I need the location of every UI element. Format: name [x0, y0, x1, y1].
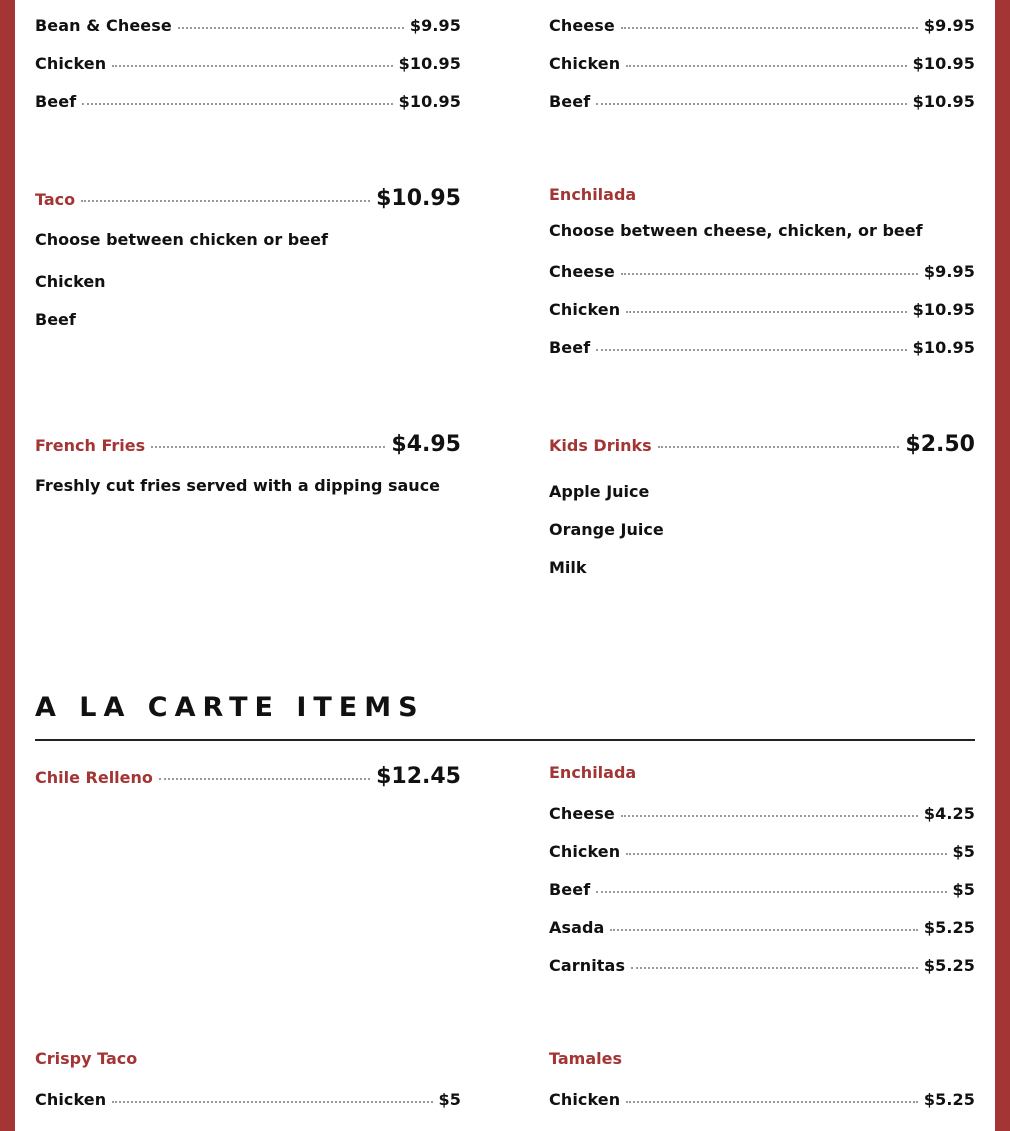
section-header	[549, 1049, 975, 1068]
item-price: $5	[952, 880, 975, 899]
item-price: $9.95	[923, 262, 975, 281]
dot-leader	[159, 778, 370, 780]
section-price: $12.45	[376, 764, 461, 789]
section-title-kids-drinks: Kids Drinks	[549, 436, 652, 455]
item-price: $4.25	[923, 804, 975, 823]
option-item: Apple Juice	[549, 482, 650, 501]
dot-leader	[626, 311, 906, 313]
section-title-french-fries: French Fries	[35, 436, 146, 455]
item-name: Asada	[549, 918, 605, 937]
section-header	[549, 185, 975, 204]
section-header	[549, 432, 975, 457]
item-name: Chicken	[549, 1090, 621, 1109]
item-price: $5.25	[923, 1090, 975, 1109]
item-price: $10.95	[912, 54, 975, 73]
dot-leader	[626, 1101, 918, 1103]
option-item: Milk	[549, 558, 587, 577]
section-header	[35, 186, 461, 211]
item-price: $5	[952, 842, 975, 861]
section-header	[35, 432, 461, 457]
menu-item-row	[35, 16, 461, 40]
item-name: Beef	[549, 338, 591, 357]
item-name: Chicken	[35, 1090, 107, 1109]
item-name: Cheese	[549, 16, 615, 35]
menu-item-row	[549, 262, 975, 286]
option-item: Orange Juice	[549, 520, 664, 539]
item-name: Cheese	[549, 262, 615, 281]
dot-leader	[621, 27, 918, 29]
item-price: $5.25	[923, 956, 975, 975]
dot-leader	[626, 853, 946, 855]
item-name: Cheese	[549, 804, 615, 823]
menu-page	[15, 0, 995, 1131]
item-name: Chicken	[549, 842, 621, 861]
dot-leader	[596, 103, 906, 105]
item-name: Chicken	[549, 54, 621, 73]
section-header	[35, 1049, 461, 1068]
menu-item-row	[549, 804, 975, 828]
menu-item-row	[549, 880, 975, 904]
item-price: $9.95	[409, 16, 461, 35]
section-price: $2.50	[905, 432, 975, 457]
dot-leader	[112, 1101, 432, 1103]
section-description: Choose between cheese, chicken, or beef	[549, 221, 923, 240]
item-name: Beef	[549, 880, 591, 899]
item-price: $10.95	[912, 92, 975, 111]
section-header	[35, 764, 461, 789]
menu-item-row	[549, 842, 975, 866]
item-price: $10.95	[912, 338, 975, 357]
section-divider	[35, 739, 975, 741]
menu-item-row	[35, 1090, 461, 1114]
section-header	[549, 763, 975, 782]
item-price: $5	[438, 1090, 461, 1109]
dot-leader	[81, 200, 370, 202]
section-title-taco: Taco	[35, 190, 76, 209]
section-title-chile-relleno: Chile Relleno	[35, 768, 153, 787]
item-name: Chicken	[35, 54, 107, 73]
option-item: Chicken	[35, 272, 106, 291]
item-price: $5.25	[923, 918, 975, 937]
dot-leader	[178, 27, 404, 29]
menu-item-row	[549, 16, 975, 40]
item-price: $10.95	[398, 92, 461, 111]
menu-item-row	[549, 92, 975, 116]
dot-leader	[596, 349, 906, 351]
dot-leader	[626, 65, 906, 67]
dot-leader	[631, 967, 918, 969]
dot-leader	[658, 446, 900, 448]
dot-leader	[610, 929, 917, 931]
section-title-enchilada: Enchilada	[549, 185, 637, 204]
menu-item-row	[35, 92, 461, 116]
dot-leader	[112, 65, 392, 67]
item-name: Chicken	[549, 300, 621, 319]
dot-leader	[596, 891, 946, 893]
item-price: $10.95	[398, 54, 461, 73]
menu-item-row	[35, 54, 461, 78]
item-name: Bean & Cheese	[35, 16, 172, 35]
dot-leader	[621, 815, 918, 817]
option-item: Beef	[35, 310, 76, 329]
item-name: Carnitas	[549, 956, 626, 975]
dot-leader	[621, 273, 918, 275]
a-la-carte-heading: A LA CARTE ITEMS	[35, 692, 425, 723]
item-name: Beef	[35, 92, 77, 111]
section-price: $10.95	[376, 186, 461, 211]
menu-item-row	[549, 918, 975, 942]
dot-leader	[151, 446, 385, 448]
menu-item-row	[549, 54, 975, 78]
menu-item-row	[549, 300, 975, 324]
section-description: Choose between chicken or beef	[35, 230, 328, 249]
item-price: $10.95	[912, 300, 975, 319]
section-title-crispy-taco: Crispy Taco	[35, 1049, 138, 1068]
item-name: Beef	[549, 92, 591, 111]
menu-item-row	[549, 1090, 975, 1114]
section-description: Freshly cut fries served with a dipping sauce	[35, 476, 441, 495]
dot-leader	[82, 103, 392, 105]
item-price: $9.95	[923, 16, 975, 35]
menu-item-row	[549, 956, 975, 980]
section-price: $4.95	[391, 432, 461, 457]
menu-item-row	[549, 338, 975, 362]
section-title-enchilada: Enchilada	[549, 763, 637, 782]
section-title-tamales: Tamales	[549, 1049, 622, 1068]
